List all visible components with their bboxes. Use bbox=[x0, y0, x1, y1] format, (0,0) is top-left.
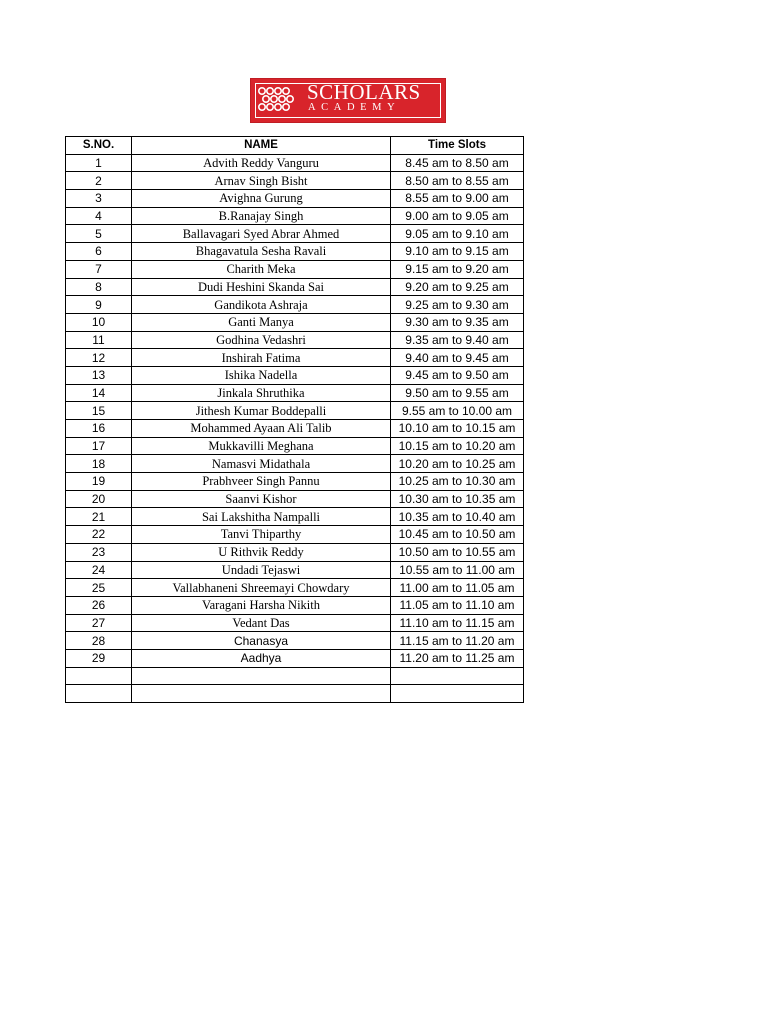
cell-sno: 14 bbox=[66, 384, 132, 402]
header-sno: S.NO. bbox=[66, 137, 132, 155]
cell-slot: 10.55 am to 11.00 am bbox=[391, 561, 524, 579]
table-row bbox=[66, 437, 524, 455]
cell-sno: 2 bbox=[66, 172, 132, 190]
empty-cell bbox=[132, 685, 391, 703]
cell-slot: 9.35 am to 9.40 am bbox=[391, 331, 524, 349]
cell-slot: 10.25 am to 10.30 am bbox=[391, 473, 524, 491]
cell-slot: 11.15 am to 11.20 am bbox=[391, 632, 524, 650]
cell-sno: 9 bbox=[66, 296, 132, 314]
cell-slot: 10.10 am to 10.15 am bbox=[391, 420, 524, 438]
table-row bbox=[66, 296, 524, 314]
table-row bbox=[66, 508, 524, 526]
cell-name: Bhagavatula Sesha Ravali bbox=[132, 243, 391, 261]
time-slot-table bbox=[65, 136, 524, 703]
table-row bbox=[66, 207, 524, 225]
cell-slot: 9.10 am to 9.15 am bbox=[391, 243, 524, 261]
empty-table-row bbox=[66, 685, 524, 703]
cell-sno: 21 bbox=[66, 508, 132, 526]
cell-slot: 9.25 am to 9.30 am bbox=[391, 296, 524, 314]
cell-name: Charith Meka bbox=[132, 260, 391, 278]
table-row bbox=[66, 490, 524, 508]
cell-sno: 4 bbox=[66, 207, 132, 225]
logo-emblem-icon bbox=[254, 81, 298, 117]
table-row bbox=[66, 349, 524, 367]
cell-slot: 9.30 am to 9.35 am bbox=[391, 313, 524, 331]
cell-slot: 9.55 am to 10.00 am bbox=[391, 402, 524, 420]
cell-sno: 18 bbox=[66, 455, 132, 473]
cell-slot: 9.15 am to 9.20 am bbox=[391, 260, 524, 278]
cell-name: Jithesh Kumar Boddepalli bbox=[132, 402, 391, 420]
table-row bbox=[66, 420, 524, 438]
cell-sno: 5 bbox=[66, 225, 132, 243]
cell-name: Advith Reddy Vanguru bbox=[132, 154, 391, 172]
cell-name: Chanasya bbox=[132, 632, 391, 650]
cell-sno: 27 bbox=[66, 614, 132, 632]
cell-sno: 17 bbox=[66, 437, 132, 455]
table-row bbox=[66, 561, 524, 579]
cell-sno: 15 bbox=[66, 402, 132, 420]
cell-slot: 8.50 am to 8.55 am bbox=[391, 172, 524, 190]
cell-name: Gandikota Ashraja bbox=[132, 296, 391, 314]
table-row bbox=[66, 526, 524, 544]
table-row bbox=[66, 402, 524, 420]
cell-name: Ishika Nadella bbox=[132, 366, 391, 384]
table-row bbox=[66, 614, 524, 632]
cell-name: B.Ranajay Singh bbox=[132, 207, 391, 225]
cell-sno: 8 bbox=[66, 278, 132, 296]
cell-sno: 29 bbox=[66, 649, 132, 667]
empty-cell bbox=[66, 667, 132, 685]
cell-sno: 3 bbox=[66, 190, 132, 208]
cell-sno: 28 bbox=[66, 632, 132, 650]
empty-cell bbox=[391, 685, 524, 703]
cell-name: Ganti Manya bbox=[132, 313, 391, 331]
cell-slot: 10.35 am to 10.40 am bbox=[391, 508, 524, 526]
cell-name: U Rithvik Reddy bbox=[132, 543, 391, 561]
cell-name: Avighna Gurung bbox=[132, 190, 391, 208]
cell-slot: 9.20 am to 9.25 am bbox=[391, 278, 524, 296]
table-row bbox=[66, 384, 524, 402]
empty-cell bbox=[132, 667, 391, 685]
cell-slot: 11.20 am to 11.25 am bbox=[391, 649, 524, 667]
cell-name: Undadi Tejaswi bbox=[132, 561, 391, 579]
cell-sno: 24 bbox=[66, 561, 132, 579]
empty-cell bbox=[66, 685, 132, 703]
cell-sno: 19 bbox=[66, 473, 132, 491]
cell-name: Namasvi Midathala bbox=[132, 455, 391, 473]
cell-name: Inshirah Fatima bbox=[132, 349, 391, 367]
cell-slot: 10.15 am to 10.20 am bbox=[391, 437, 524, 455]
logo-word-scholars: SCHOLARS bbox=[307, 80, 421, 104]
table-row bbox=[66, 190, 524, 208]
table-row bbox=[66, 366, 524, 384]
cell-sno: 22 bbox=[66, 526, 132, 544]
cell-sno: 13 bbox=[66, 366, 132, 384]
cell-sno: 23 bbox=[66, 543, 132, 561]
cell-slot: 9.00 am to 9.05 am bbox=[391, 207, 524, 225]
cell-name: Vallabhaneni Shreemayi Chowdary bbox=[132, 579, 391, 597]
cell-name: Jinkala Shruthika bbox=[132, 384, 391, 402]
cell-slot: 9.45 am to 9.50 am bbox=[391, 366, 524, 384]
cell-name: Mohammed Ayaan Ali Talib bbox=[132, 420, 391, 438]
cell-slot: 9.40 am to 9.45 am bbox=[391, 349, 524, 367]
cell-name: Arnav Singh Bisht bbox=[132, 172, 391, 190]
cell-slot: 10.30 am to 10.35 am bbox=[391, 490, 524, 508]
cell-name: Godhina Vedashri bbox=[132, 331, 391, 349]
logo-word-academy: ACADEMY bbox=[308, 102, 401, 113]
cell-name: Sai Lakshitha Nampalli bbox=[132, 508, 391, 526]
cell-name: Varagani Harsha Nikith bbox=[132, 596, 391, 614]
cell-sno: 25 bbox=[66, 579, 132, 597]
table-row bbox=[66, 649, 524, 667]
cell-sno: 10 bbox=[66, 313, 132, 331]
table-row bbox=[66, 278, 524, 296]
cell-slot: 11.05 am to 11.10 am bbox=[391, 596, 524, 614]
table-row bbox=[66, 632, 524, 650]
cell-slot: 10.45 am to 10.50 am bbox=[391, 526, 524, 544]
header-name: NAME bbox=[132, 137, 391, 155]
table-row bbox=[66, 243, 524, 261]
cell-sno: 1 bbox=[66, 154, 132, 172]
table-row bbox=[66, 172, 524, 190]
cell-name: Mukkavilli Meghana bbox=[132, 437, 391, 455]
cell-slot: 9.50 am to 9.55 am bbox=[391, 384, 524, 402]
table-row bbox=[66, 455, 524, 473]
cell-name: Saanvi Kishor bbox=[132, 490, 391, 508]
cell-sno: 7 bbox=[66, 260, 132, 278]
cell-name: Tanvi Thiparthy bbox=[132, 526, 391, 544]
cell-sno: 11 bbox=[66, 331, 132, 349]
table-row bbox=[66, 260, 524, 278]
empty-table-row bbox=[66, 667, 524, 685]
cell-name: Ballavagari Syed Abrar Ahmed bbox=[132, 225, 391, 243]
cell-slot: 11.00 am to 11.05 am bbox=[391, 579, 524, 597]
cell-name: Dudi Heshini Skanda Sai bbox=[132, 278, 391, 296]
empty-cell bbox=[391, 667, 524, 685]
cell-slot: 8.45 am to 8.50 am bbox=[391, 154, 524, 172]
cell-name: Aadhya bbox=[132, 649, 391, 667]
cell-slot: 10.50 am to 10.55 am bbox=[391, 543, 524, 561]
cell-sno: 6 bbox=[66, 243, 132, 261]
cell-sno: 16 bbox=[66, 420, 132, 438]
table-row bbox=[66, 473, 524, 491]
table-row bbox=[66, 579, 524, 597]
header-time-slots: Time Slots bbox=[391, 137, 524, 155]
cell-name: Prabhveer Singh Pannu bbox=[132, 473, 391, 491]
cell-slot: 8.55 am to 9.00 am bbox=[391, 190, 524, 208]
cell-sno: 26 bbox=[66, 596, 132, 614]
table-row bbox=[66, 313, 524, 331]
table-row bbox=[66, 543, 524, 561]
cell-sno: 12 bbox=[66, 349, 132, 367]
table-header-row bbox=[66, 137, 524, 155]
cell-sno: 20 bbox=[66, 490, 132, 508]
cell-slot: 11.10 am to 11.15 am bbox=[391, 614, 524, 632]
cell-name: Vedant Das bbox=[132, 614, 391, 632]
table-row bbox=[66, 225, 524, 243]
table-row bbox=[66, 154, 524, 172]
cell-slot: 9.05 am to 9.10 am bbox=[391, 225, 524, 243]
scholars-academy-logo bbox=[250, 78, 446, 123]
cell-slot: 10.20 am to 10.25 am bbox=[391, 455, 524, 473]
table-row bbox=[66, 331, 524, 349]
table-row bbox=[66, 596, 524, 614]
